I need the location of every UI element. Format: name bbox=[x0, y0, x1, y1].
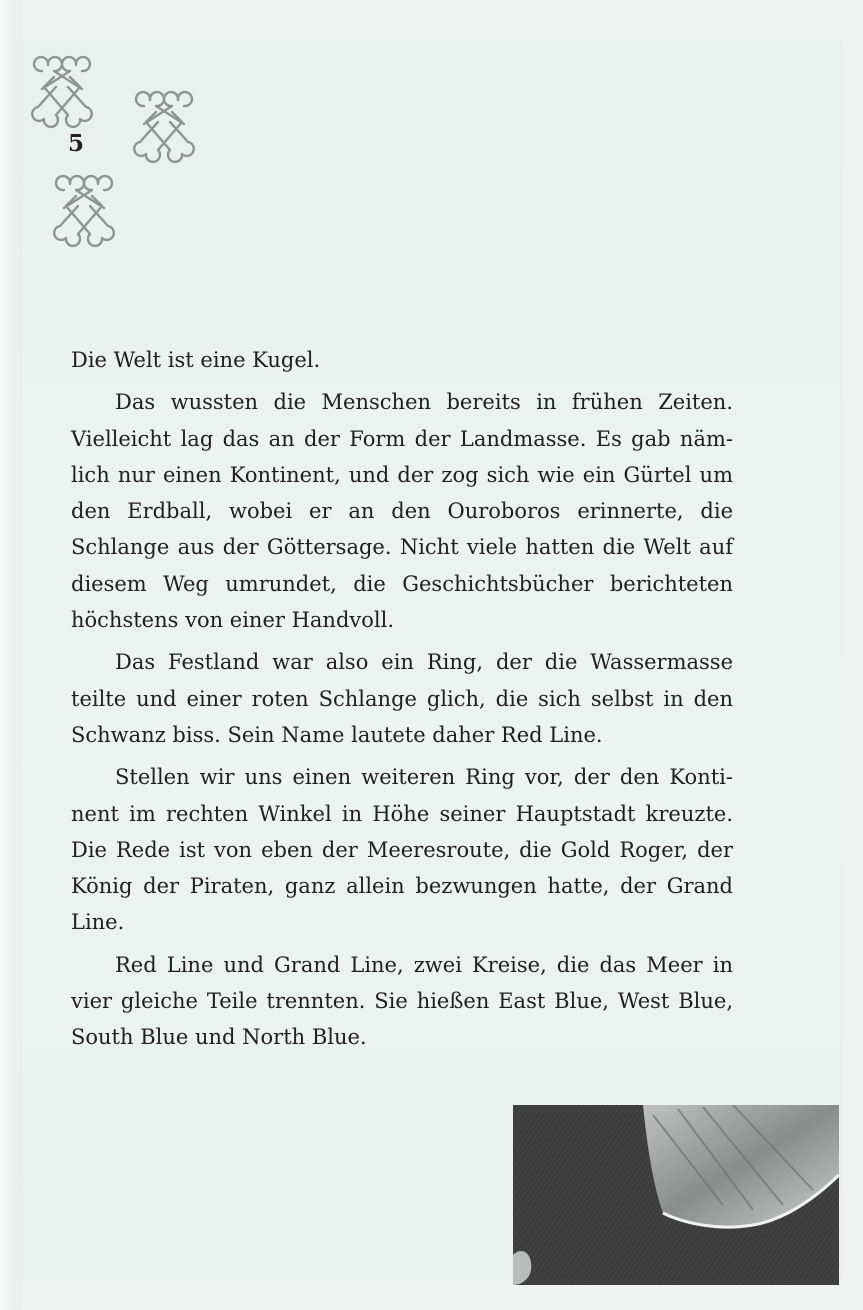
paragraph: Das Festland war also ein Ring, der die Wassermasse teilte und einer roten Schlange glich, die sich selbst in den Schwanz biss. Sein Name lautete daher Red Line. bbox=[71, 650, 733, 747]
paragraph: Die Welt ist eine Kugel. bbox=[71, 348, 321, 372]
page-gutter-shade bbox=[0, 0, 22, 1310]
paragraph: Stellen wir uns einen weiteren Ring vor, der den Kontinent im rechten Winkel in Höhe seiner Hauptstadt kreuzte. Die Rede ist von eben der Meeresroute, die Gold Roger, der König der Piraten, ganz allein bezwungen hatte, der Grand Line. bbox=[71, 765, 733, 935]
corner-photo bbox=[513, 1105, 839, 1285]
paragraph: Red Line und Grand Line, zwei Kreise, die das Meer in vier gleiche Teile trennten. Sie hießen East Blue, West Blue, South Blue und North Blue. bbox=[71, 952, 733, 1050]
chapter-text bbox=[71, 342, 733, 1056]
crossed-bones-icon bbox=[54, 176, 114, 246]
page-number: 5 bbox=[68, 130, 85, 157]
crossed-bones-icon bbox=[134, 92, 194, 162]
crossed-bones-icon bbox=[32, 57, 92, 127]
crossed-bones-decoration bbox=[24, 52, 224, 262]
paragraph: Das wussten die Menschen bereits in frühen Zeiten. Vielleicht lag das an der Form der Landmasse. Es gab nämlich nur einen Kontinent, und der zog sich wie ein Gürtel um den Erdball, wobei er an den Ouroboros erinnerte, die Schlange aus der Göttersage. Nicht viele hatten die Welt auf diesem Weg umrundet, die Geschichtsbücher berichteten höchstens von einer Handvoll. bbox=[71, 390, 733, 633]
